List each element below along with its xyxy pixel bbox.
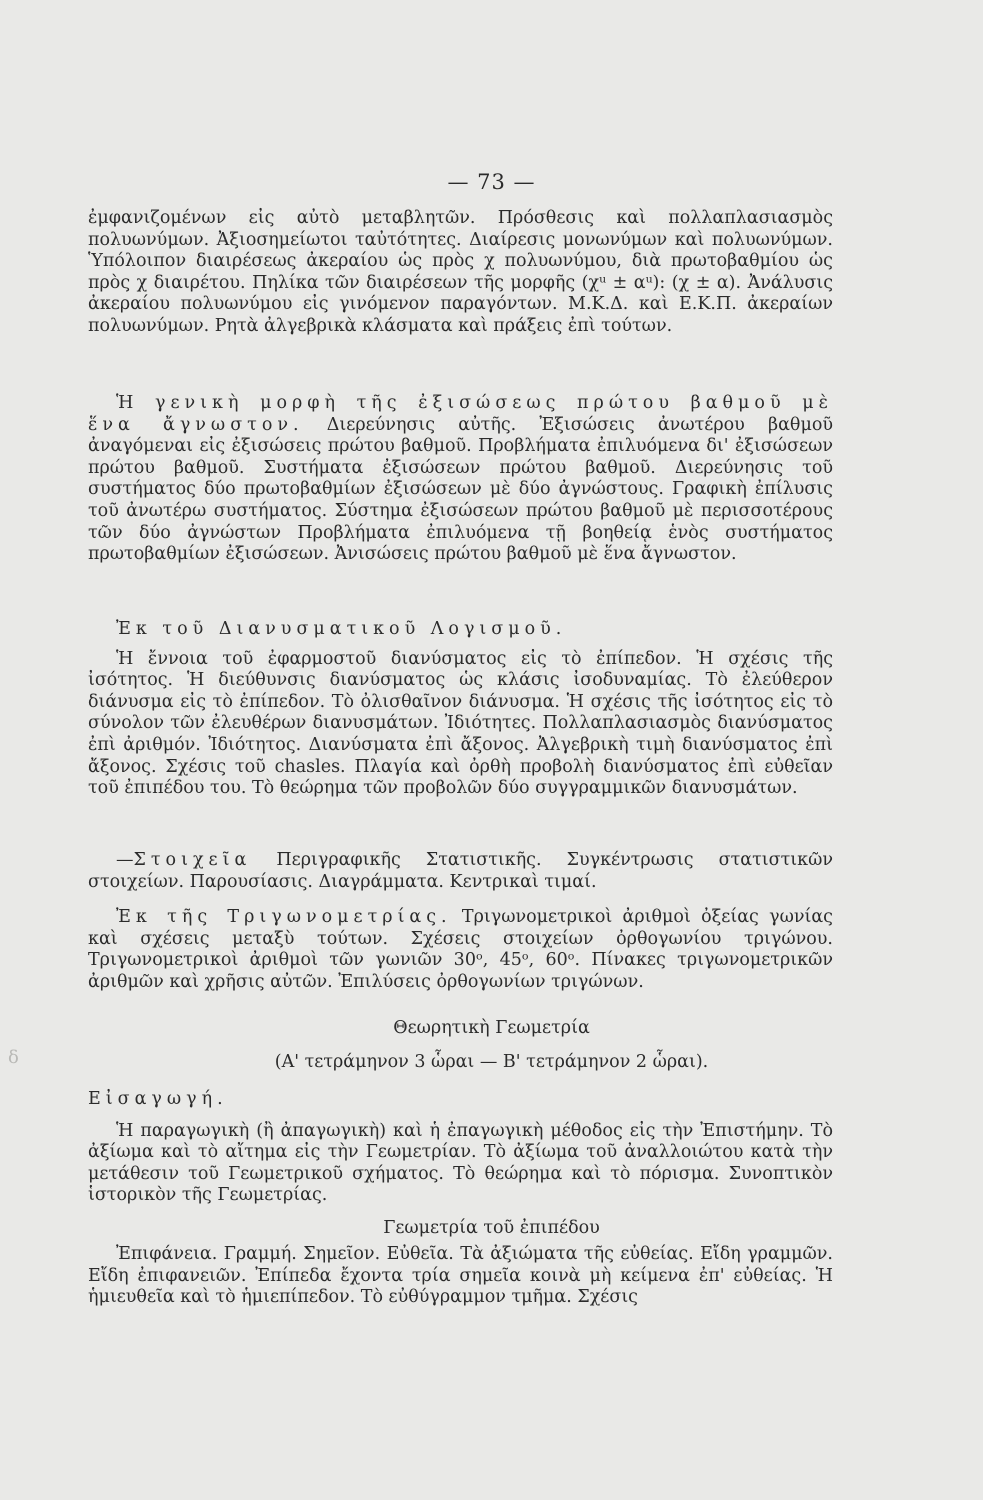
paragraph-plane-geometry: Ἐπιφάνεια. Γραμμή. Σημεῖον. Εὐθεῖα. Τὰ ἀξιώματα τῆς εὐθείας. Εἴδη γραμμῶν. Εἴδη ἐπιφανειῶν. Ἐπίπεδα ἔχοντα τρία σημεῖα κοινὰ μὴ κείμενα ἐπ' εὐθείας. Ἡ ἡμιευθεῖα καὶ τὸ ἡμιεπίπεδον. Τὸ εὐθύγραμμον τμῆμα. Σχέσις bbox=[88, 1244, 833, 1308]
statistics-paragraph bbox=[88, 850, 833, 902]
paragraph-polynomials: ἐμφανιζομένων εἰς αὐτὸ μεταβλητῶν. Πρόσθεσις καὶ πολλαπλασιασμὸς πολυωνύμων. Ἀξιοσημείωτοι ταὐτότητες. Διαίρεσις μονωνύμων καὶ πολυωνύμων. Ὑπόλοιπον διαιρέσεως ἀκεραίου ὡς πρὸς χ πολυωνύμου, διὰ πρωτοβαθμίου ὡς πρὸς χ διαιρέτου. Πηλίκα τῶν διαιρέσεων τῆς μορφῆς (χᵘ ± αᵘ): (χ ± α). Ἀνάλυσις ἀκεραίου πολυωνύμου εἰς γινόμενον παραγόντων. Μ.Κ.Δ. καὶ Ε.Κ.Π. ἀκεραίων πολυωνύμων. Ρητὰ ἀλγεβρικὰ κλάσματα καὶ πράξεις ἐπὶ τούτων. bbox=[88, 208, 833, 336]
trigonometry-spaced-title: Ἐκ τῆς Τριγωνομετρίας. bbox=[116, 907, 452, 927]
margin-pencil-mark: δ bbox=[8, 1047, 19, 1068]
equations-spaced-title: Ἡ γενικὴ μορφὴ τῆς ἐξισώσεως πρώτου βαθμοῦ μὲ ἕνα ἄγνωστον. bbox=[88, 393, 833, 435]
vector-section bbox=[88, 619, 833, 809]
heading-plane-geometry: Γεωμετρία τοῦ ἐπιπέδου bbox=[383, 1218, 600, 1238]
plane-geometry-section bbox=[88, 1244, 833, 1318]
algebra-paragraph bbox=[88, 208, 833, 347]
introduction-section bbox=[88, 1089, 833, 1216]
paragraph-statistics bbox=[88, 850, 833, 893]
trigonometry-paragraph bbox=[88, 907, 833, 1002]
introduction-label: Εἰσαγωγή. bbox=[88, 1089, 228, 1109]
paragraph-trigonometry bbox=[88, 907, 833, 993]
equations-paragraph bbox=[88, 393, 833, 575]
paragraph-introduction: Ἡ παραγωγικὴ (ἢ ἀπαγωγικὴ) καὶ ἡ ἐπαγωγικὴ μέθοδος εἰς τὴν Ἐπιστήμην. Τὸ ἀξίωμα καὶ τὸ αἴτημα εἰς τὴν Γεωμετρίαν. Τὸ ἀξίωμα τοῦ ἀναλλοιώτου κατὰ τὴν μετάθεσιν τοῦ Γεωμετρικοῦ σχήματος. Τὸ θεώρημα καὶ τὸ πόρισμα. Συνοπτικὸν ἱστορικὸν τῆς Γεωμετρίας. bbox=[88, 1120, 833, 1206]
heading-hours: (Α' τετράμηνον 3 ὧραι — Β' τετράμηνον 2 ὧραι). bbox=[274, 1052, 709, 1072]
heading-theoretical-geometry: Θεωρητικὴ Γεωμετρία bbox=[393, 1018, 590, 1038]
page-number: — 73 — bbox=[447, 170, 536, 194]
vector-heading: Ἐκ τοῦ Διανυσματικοῦ Λογισμοῦ. bbox=[116, 619, 567, 639]
trigonometry-body: Τριγωνομετρικοὶ ἀριθμοὶ ὀξείας γωνίας καὶ σχέσεις μεταξὺ τούτων. Σχέσεις στοιχείων ὀρθογωνίου τριγώνου. Τριγωνομετρικοὶ ἀριθμοὶ τῶν γωνιῶν 30ᵒ, 45ᵒ, 60ᵒ. Πίνακες τριγωνομετρικῶν ἀριθμῶν καὶ χρῆσις αὐτῶν. Ἐπιλύσεις ὀρθογωνίων τριγώνων. bbox=[88, 907, 833, 992]
equations-body: Διερεύνησις αὐτῆς. Ἐξισώσεις ἀνωτέρου βαθμοῦ ἀναγόμεναι εἰς ἐξισώσεις πρώτου βαθμοῦ. Προβλήματα ἐπιλυόμενα δι' ἐξισώσεων πρώτου βαθμοῦ. Συστήματα ἐξισώσεων πρώτου βαθμοῦ. Διερεύνησις τοῦ συστήματος δύο πρωτοβαθμίων ἐξισώσεων μὲ δύο ἀγνώστους. Γραφικὴ ἐπίλυσις τοῦ ἀνωτέρω συστήματος. Σύστημα ἐξισώσεων πρώτου βαθμοῦ μὲ περισσοτέρους τῶν δύο ἀγνώστων Προβλήματα ἐπιλυόμενα τῇ βοηθείᾳ ἑνὸς συστήματος πρωτοβαθμίων ἐξισώσεων. Ἀνισώσεις πρώτου βαθμοῦ μὲ ἕνα ἄγνωστον. bbox=[88, 414, 833, 565]
statistics-body: Περιγραφικῆς Στατιστικῆς. Συγκέντρωσις στατιστικῶν στοιχείων. Παρουσίασις. Διαγράμματα. Κεντρικαὶ τιμαί. bbox=[88, 850, 833, 892]
statistics-dash: — bbox=[116, 850, 134, 870]
paragraph-equations bbox=[88, 393, 833, 566]
statistics-spaced-title: Στοιχεῖα bbox=[133, 850, 252, 870]
paragraph-vectors: Ἡ ἔννοια τοῦ ἐφαρμοστοῦ διανύσματος εἰς τὸ ἐπίπεδον. Ἡ σχέσις τῆς ἰσότητος. Ἡ διεύθυνσις διανύσματος ὡς κλάσις ἰσοδυναμίας. Τὸ ἐλεύθερον διάνυσμα εἰς τὸ ἐπίπεδον. Τὸ ὀλισθαῖνον διάνυσμα. Ἡ σχέσις τῆς ἰσότητος εἰς τὸ σύνολον τῶν ἐλευθέρων διανυσμάτων. Ἰδιότητες. Πολλαπλασιασμὸς διανύσματος ἐπὶ ἀριθμόν. Ἰδιότητος. Διανύσματα ἐπὶ ἄξονος. Ἀλγεβρικὴ τιμὴ διανύσματος ἐπὶ ἄξονος. Σχέσις τοῦ chasles. Πλαγία καὶ ὀρθὴ προβολὴ διανύσματος ἐπὶ εὐθεῖαν τοῦ ἐπιπέδου του. Τὸ θεώρημα τῶν προβολῶν δύο συγγραμμικῶν διανυσμάτων. bbox=[88, 648, 833, 799]
